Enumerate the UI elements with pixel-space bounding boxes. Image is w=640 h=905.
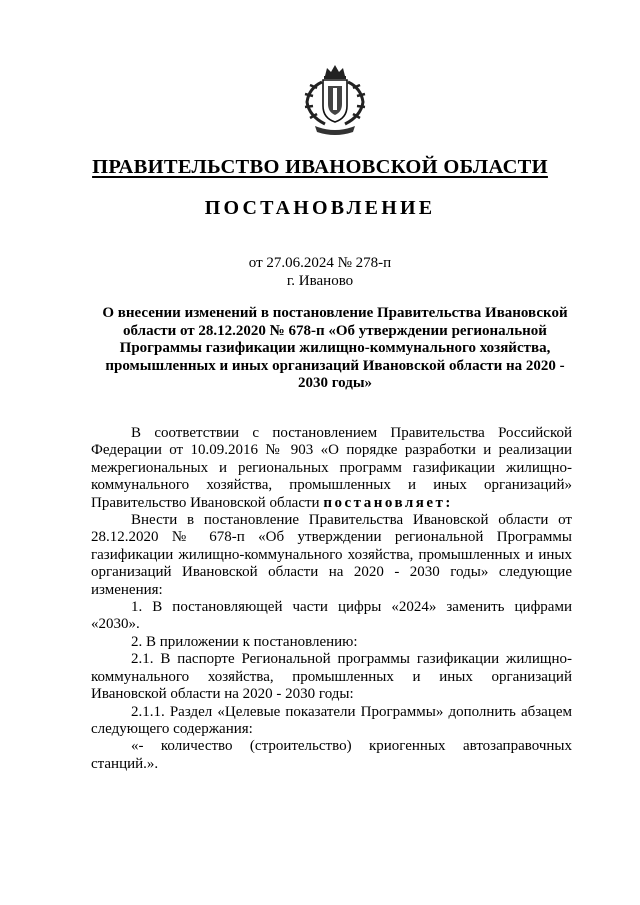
body-paragraph: 2. В приложении к постановлению: [131, 633, 358, 650]
document-body [91, 425, 572, 773]
city-line: г. Иваново [286, 273, 354, 289]
date-number-line: от 27.06.2024 № 278-п [248, 255, 392, 271]
body-paragraph: 2.1.1. Раздел «Целевые показатели Программы» дополнить абзацем следующего содержания: [91, 703, 572, 737]
body-paragraph: 1. В постановляющей части цифры «2024» заменить цифрами «2030». [91, 599, 572, 633]
preamble-paragraph [91, 425, 572, 512]
document-type: ПОСТАНОВЛЕНИЕ [204, 197, 436, 219]
coat-of-arms-icon [295, 62, 375, 138]
decree-word: постановляет: [323, 494, 453, 511]
body-paragraph: 2.1. В паспорте Региональной программы газификации жилищно-коммунального хозяйства, промышленных и иных организаций Ивановской области на 2020 - 2030 годы: [91, 651, 572, 703]
body-paragraph: «- количество (строительство) криогенных автозаправочных станций.». [91, 738, 572, 772]
government-title: ПРАВИТЕЛЬСТВО ИВАНОВСКОЙ ОБЛАСТИ [92, 156, 548, 178]
preamble-text: В соответствии с постановлением Правительства Российской Федерации от 10.09.2016 № 903 «О порядке разработки и реализации межрегиональных и региональных программ газификации жилищно-коммунального хозяйства, промышленных и иных организаций» Правительство Ивановской области [91, 425, 572, 511]
body-paragraph: Внести в постановление Правительства Ивановской области от 28.12.2020 № 678-п «Об утверждении региональной Программы газификации жилищно-коммунального хозяйства, промышленных и иных организаций Ивановской области на 2020 - 2030 годы» следующие изменения: [91, 512, 572, 598]
document-subject: О внесении изменений в постановление Правительства Ивановской области от 28.12.2020 № 678-п «Об утверждении региональной Программы газификации жилищно-коммунального хозяйства, промышленных и иных организаций Ивановской области на 2020 - 2030 годы» [102, 305, 568, 391]
